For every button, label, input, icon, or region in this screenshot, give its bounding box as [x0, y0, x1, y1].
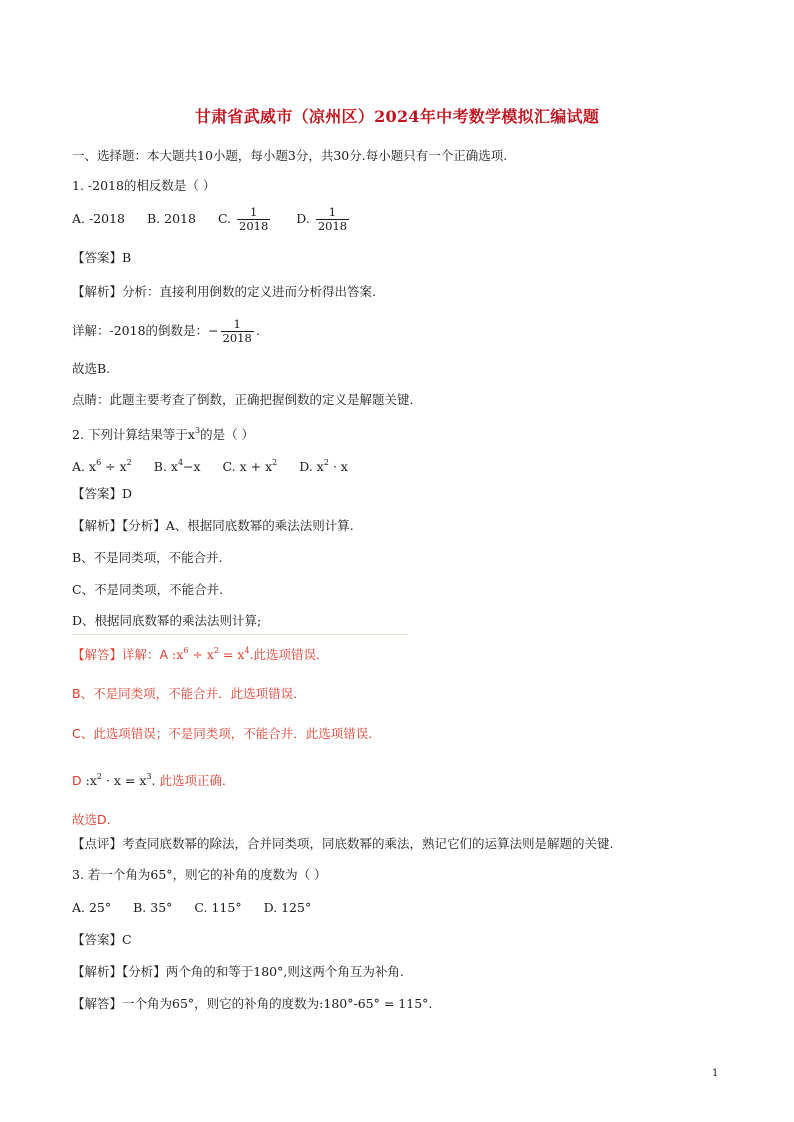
q2-solution: 【解答】详解：A $:x^6 \div x^2 = x^4$.此选项错误． [72, 646, 329, 662]
q3-options [72, 900, 329, 916]
q2-option-c: C. $x + x^2$ [222, 458, 278, 474]
q2-solution-d: D $:x^2 \cdot x = x^3$. 此选项正确． [72, 772, 235, 788]
q2-answer: 【答案】D [72, 486, 133, 501]
q1-option-c-fraction: $\frac{1}{2018}$ [239, 205, 269, 233]
page-title: 甘肃省武威市（凉州区）2024年中考数学模拟汇编试题 [194, 107, 600, 126]
q2-analysis-d: D、根据同底数幂的乘法法则计算; [72, 613, 262, 628]
q3-option-a: A. 25° [72, 900, 112, 915]
q1-stem: 1. -2018的相反数是（ ） [72, 178, 216, 193]
q1-choose: 故选B. [72, 361, 111, 376]
q3-analysis: 【解析】【分析】两个角的和等于180°,则这两个角互为补角. [72, 964, 404, 979]
q1-detail: 详解：-2018的倒数是：− $\frac{1}{2018}$ . [72, 317, 260, 345]
q3-answer: 【答案】C [72, 932, 132, 947]
q2-option-d: D. $x^2 \cdot x$ [299, 458, 348, 474]
q1-detail-fraction: $\frac{1}{2018}$ [222, 317, 252, 345]
q2-analysis-c: C、不是同类项，不能合并. [72, 582, 224, 597]
q3-solution: 【解答】一个角为65°，则它的补角的度数为:180°-65° = 115°. [72, 996, 433, 1011]
q2-analysis-b: B、不是同类项，不能合并. [72, 550, 223, 565]
q3-option-d: D. 125° [263, 900, 312, 915]
q3-option-c: C. 115° [194, 900, 242, 915]
q1-analysis: 【解析】分析：直接利用倒数的定义进而分析得出答案. [72, 284, 376, 299]
q2-choose: 故选D. [72, 812, 111, 827]
divider [72, 634, 408, 635]
q1-answer: 【答案】B [72, 250, 132, 265]
q2-analysis: 【解析】【分析】A、根据同底数幂的乘法法则计算. [72, 518, 354, 533]
q3-option-b: B. 35° [133, 900, 173, 915]
section-heading: 一、选择题：本大题共10小题，每小题3分，共30分.每小题只有一个正确选项. [72, 148, 508, 163]
q3-stem: 3. 若一个角为65°，则它的补角的度数为（ ） [72, 867, 327, 882]
q1-option-b: B. 2018 [147, 211, 196, 226]
q1-option-d: D. [296, 211, 310, 226]
q1-option-d-fraction: $\frac{1}{2018}$ [317, 205, 348, 233]
q2-comment: 【点评】考查同底数幂的除法，合并同类项，同底数幂的乘法，熟记它们的运算法则是解题的关键. [72, 836, 614, 851]
q1-option-a: A. -2018 [72, 211, 126, 226]
q1-options [72, 206, 351, 233]
q2-option-b: B. $x^4-x$ [153, 458, 201, 474]
q2-options [72, 455, 366, 475]
q2-solution-c: C、此选项错误；不是同类项，不能合并．此选项错误． [72, 726, 381, 741]
page-number: 1 [712, 1068, 719, 1079]
q2-stem: 2. 下列计算结果等于$x^3$的是（ ） [72, 426, 255, 442]
q1-comment: 点睛：此题主要考查了倒数，正确把握倒数的定义是解题关键. [72, 392, 414, 407]
q1-option-c: C. [217, 211, 232, 226]
q2-option-a: A. $x^6 \div x^2$ [72, 458, 132, 474]
q2-solution-b: B、不是同类项，不能合并．此选项错误． [72, 686, 306, 701]
